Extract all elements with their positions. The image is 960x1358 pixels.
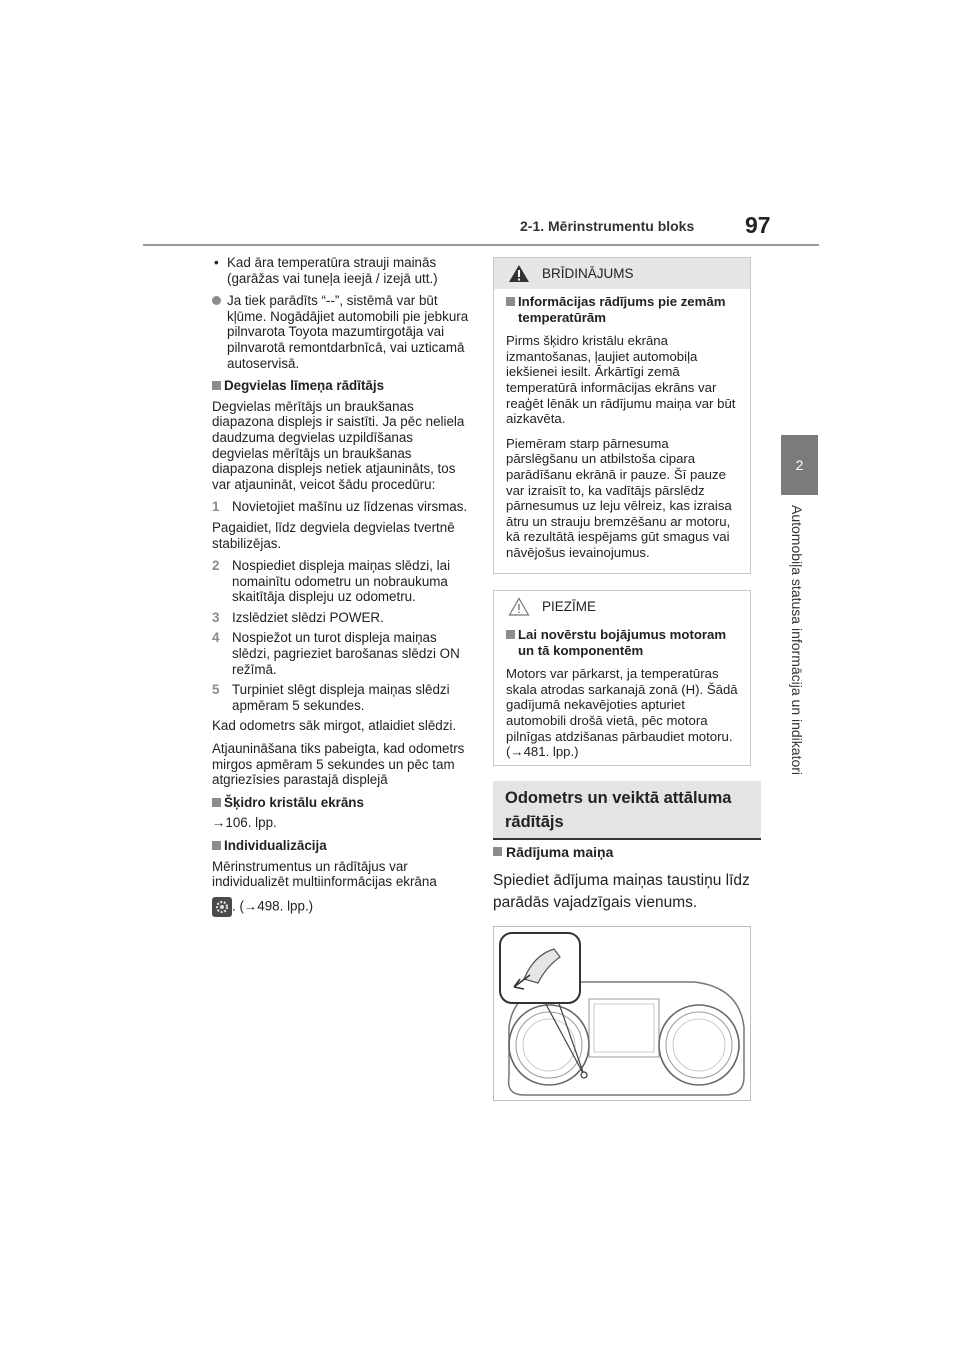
step-number: 5: [212, 682, 220, 698]
chapter-title-vertical: [781, 505, 818, 805]
chapter-tab: 2: [781, 435, 818, 495]
step-number: 3: [212, 609, 220, 625]
bullet-item: [212, 255, 472, 286]
odometer-subheading: [493, 844, 613, 860]
warning-subheading: [506, 294, 738, 325]
step-text: Turpiniet slēgt displeja maiņas slēdzi apmēram 5 sekundes.: [232, 682, 450, 713]
odometer-text: Spiediet ādījuma maiņas taustiņu līdz parādās vajadzīgais vienums.: [493, 872, 750, 911]
note-subheading-text: Lai novērstu bojājumus motoram un tā komponentēm: [518, 627, 727, 658]
note-subheading: [506, 627, 738, 658]
custom-ref-line: [212, 897, 472, 917]
left-column: [212, 255, 472, 924]
step-item: [212, 682, 472, 713]
warning-title: BRĪDINĀJUMS: [542, 266, 634, 281]
square-bullet-icon: [212, 381, 221, 390]
fuel-heading: [212, 378, 472, 394]
page-number: 97: [745, 212, 771, 238]
gear-icon: [212, 897, 232, 917]
step-text: Novietojiet mašīnu uz līdzenas virsmas.: [232, 499, 468, 515]
step-text: Nospiežot un turot displeja maiņas slēdzi, pagrieziet barošanas slēdzi ON režīmā.: [232, 630, 460, 677]
chapter-title: Automobiļa statusa informācija un indikatori: [789, 505, 805, 776]
note-paragraph: Motors var pārkarst, ja temperatūras skala atrodas sarkanajā zonā (H). Šādā gadījumā nekavējoties apturiet automobili drošā vietā, pēc motora pilnīgas atdzišanas pārbaudiet motoru. (→481. lpp.): [506, 666, 738, 760]
fuel-heading-text: Degvielas līmeņa rādītājs: [224, 378, 385, 394]
note-item: [212, 293, 472, 371]
custom-heading: [212, 838, 472, 854]
square-bullet-icon: [506, 630, 515, 639]
step-item: [212, 630, 472, 677]
warning-box: [493, 257, 751, 574]
wait-text: Pagaidiet, līdz degviela degvielas tvertnē stabilizējas.: [212, 519, 455, 551]
note-text: Ja tiek parādīts “--”, sistēmā var būt kļūme. Nogādājiet automobili pie jebkura pilnvarota Toyota mazumtirgotāja vai pilnvarotā remontdarbnīcā, vai uzticamā autoservisā.: [227, 293, 469, 371]
step-text: Nospiediet displeja maiņas slēdzi, lai nomainītu odometru un nobraukuma skaitītāja displeju uz odometru.: [232, 558, 451, 605]
warning-subheading-text: Informācijas rādījums pie zemām temperatūrām: [518, 294, 726, 325]
square-bullet-icon: [493, 847, 502, 856]
update-text: Atjaunināšana tiks pabeigta, kad odometrs mirgos apmēram 5 sekundes un pēc tam atgriezīsies parastajā displejā: [212, 741, 465, 788]
release-text: Kad odometrs sāk mirgot, atlaidiet slēdzi.: [212, 718, 457, 734]
custom-heading-text: Individualizācija: [224, 838, 327, 853]
square-bullet-icon: [506, 297, 515, 306]
lcd-heading-text: Šķidro kristālu ekrāns: [224, 794, 364, 810]
instrument-cluster-illustration: [493, 926, 751, 1101]
step-number: 4: [212, 630, 220, 646]
cluster-drawing: [494, 927, 750, 1100]
fuel-text: Degvielas mērītājs un braukšanas diapazona displejs ir saistīti. Ja pēc neliela daudzuma degvielas uzpildīšanas degvielas mērītājs un braukšanas diapazona displejs netiek atjaunināts, tos var atjaunināt, veicot šādu procedūru:: [212, 398, 465, 492]
note-title: PIEZĪME: [542, 599, 597, 614]
circle-bullet-icon: [212, 296, 221, 305]
warning-paragraph: Piemēram starp pārnesuma pārslēgšanu un atbilstoša cipara parādīšanu ekrānā ir pauze. Šī pauze var izraisīt to, ka vadītājs pārslēdz pārnesumus uz leju vēlreiz, kas izraisa ātru un strauju bremzēšanu ar motoru, kā rezultātā iespējams gūt smagus vai nāvējošus ievainojumus.: [506, 435, 732, 560]
square-bullet-icon: [212, 798, 221, 807]
step-item: [212, 610, 472, 626]
square-bullet-icon: [212, 841, 221, 850]
note-title-bar: [494, 591, 750, 622]
warning-title-bar: [494, 258, 750, 289]
lcd-heading: [212, 795, 472, 811]
caution-triangle-icon: [508, 597, 530, 616]
bullet-text: Kad āra temperatūra strauji mainās (garāžas vai tuneļa ieejā / izejā utt.): [227, 255, 438, 286]
step-text: Izslēdziet slēdzi POWER.: [232, 609, 384, 625]
odometer-heading: Odometrs un veiktā attāluma rādītājs: [493, 781, 761, 840]
step-item: [212, 558, 472, 605]
custom-text: Mērinstrumentus un rādītājus var individualizēt multiinformācijas ekrāna: [212, 858, 437, 890]
odometer-subheading-text: Rādījuma maiņa: [506, 844, 614, 860]
header-rule: [143, 244, 819, 246]
note-box: [493, 590, 751, 766]
step-number: 1: [212, 499, 220, 515]
step-item: [212, 499, 472, 515]
lcd-reference-link[interactable]: →106. lpp.: [212, 815, 277, 831]
section-header: 2-1. Mērinstrumentu bloks: [520, 218, 695, 234]
warning-paragraph: Pirms šķidro kristālu ekrāna izmantošanas, ļaujiet automobiļa iekšienei iesilt. Ārkārtīgi zemā temperatūrā informācijas ekrāns var reaģēt lēnāk un rādījumu maiņa var būt aizkavēta.: [506, 333, 736, 427]
bullet-mark: •: [214, 255, 219, 270]
step-number: 2: [212, 558, 220, 574]
warning-triangle-icon: [508, 264, 530, 283]
custom-reference-link[interactable]: . (→498. lpp.): [232, 898, 314, 914]
